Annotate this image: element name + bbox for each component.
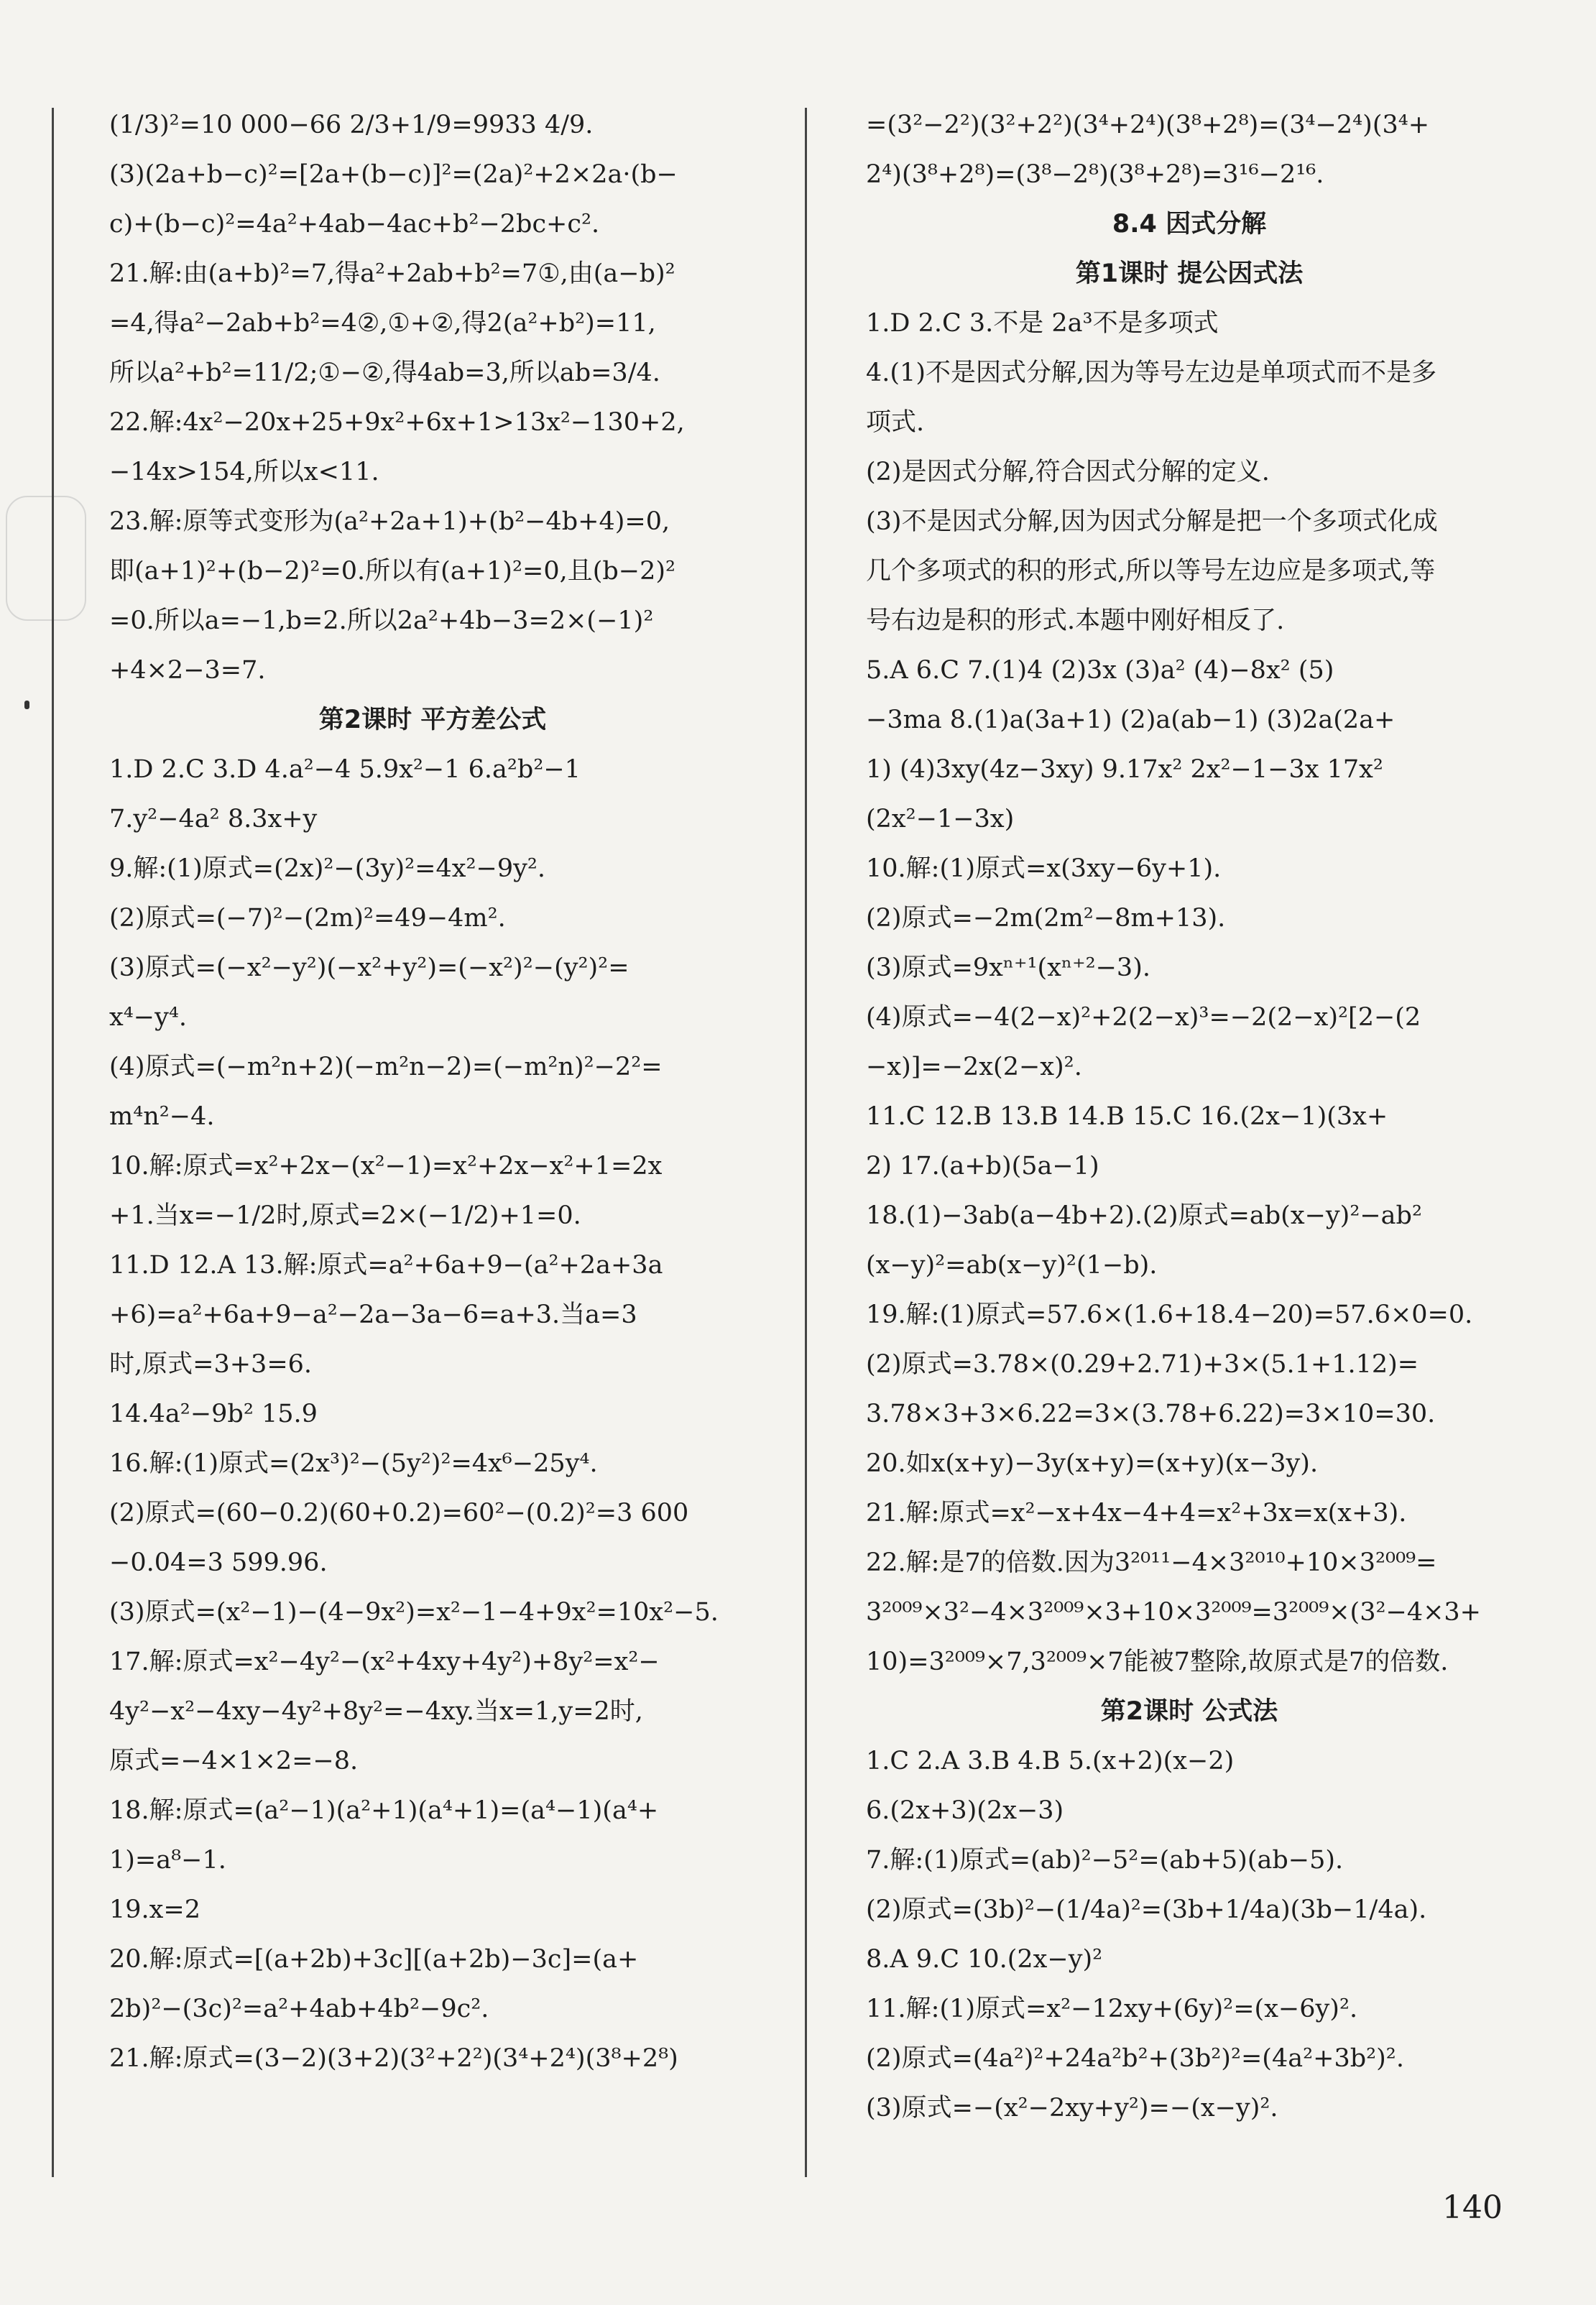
answer-line: +6)=a²+6a+9−a²−2a−3a−6=a+3.当a=3 [109,1301,637,1329]
answer-line: 17.解:原式=x²−4y²−(x²+4xy+4y²)+8y²=x²− [109,1648,660,1676]
answer-line: (4)原式=(−m²n+2)(−m²n−2)=(−m²n)²−2²= [109,1053,663,1081]
answer-line: 18.(1)−3ab(a−4b+2).(2)原式=ab(x−y)²−ab² [866,1201,1422,1230]
section-heading: 第1课时 提公因式法 [1075,259,1304,288]
answer-line: +1.当x=−1/2时,原式=2×(−1/2)+1=0. [109,1201,581,1230]
answer-line: +4×2−3=7. [109,656,266,685]
answer-line: 7.解:(1)原式=(ab)²−5²=(ab+5)(ab−5). [866,1846,1344,1875]
answer-line: 所以a²+b²=11/2;①−②,得4ab=3,所以ab=3/4. [109,359,660,387]
answer-line: −x)]=−2x(2−x)². [866,1053,1082,1081]
answer-line: x⁴−y⁴. [109,1003,188,1032]
answer-line: (2)原式=−2m(2m²−8m+13). [866,904,1226,933]
answer-line: 22.解:4x²−20x+25+9x²+6x+1>13x²−130+2, [109,408,685,437]
answer-line: 号右边是积的形式.本题中刚好相反了. [866,606,1285,635]
left-margin-rule [52,108,54,2177]
answer-line: 4y²−x²−4xy−4y²+8y²=−4xy.当x=1,y=2时, [109,1697,643,1726]
answer-line: (2)原式=(60−0.2)(60+0.2)=60²−(0.2)²=3 600 [109,1499,689,1528]
answer-line: −14x>154,所以x<11. [109,458,379,486]
answer-line: 4.(1)不是因式分解,因为等号左边是单项式而不是多 [866,359,1437,387]
answer-line: (3)不是因式分解,因为因式分解是把一个多项式化成 [866,507,1438,536]
answer-line: (2)原式=3.78×(0.29+2.71)+3×(5.1+1.12)= [866,1350,1419,1379]
answer-line: (3)原式=(−x²−y²)(−x²+y²)=(−x²)²−(y²)²= [109,953,629,982]
answer-line: 11.C 12.B 13.B 14.B 15.C 16.(2x−1)(3x+ [866,1102,1388,1131]
answer-line: m⁴n²−4. [109,1102,215,1131]
answer-line: 10.解:(1)原式=x(3xy−6y+1). [866,854,1222,883]
page-number: 140 [1442,2189,1503,2226]
answer-line: −3ma 8.(1)a(3a+1) (2)a(ab−1) (3)2a(2a+ [866,706,1396,734]
answer-line: 20.如x(x+y)−3y(x+y)=(x+y)(x−3y). [866,1449,1319,1478]
answer-line: (1/3)²=10 000−66 2/3+1/9=9933 4/9. [109,111,594,139]
answer-line: (2)原式=(3b)²−(1/4a)²=(3b+1/4a)(3b−1/4a). [866,1895,1427,1924]
answer-line: 2b)²−(3c)²=a²+4ab+4b²−9c². [109,1995,489,2023]
answer-line: 23.解:原等式变形为(a²+2a+1)+(b²−4b+4)=0, [109,507,670,536]
answer-line: 14.4a²−9b² 15.9 [109,1400,318,1428]
answer-line: 6.(2x+3)(2x−3) [866,1796,1064,1825]
section-heading: 8.4 因式分解 [1112,210,1267,239]
answer-line: 1) (4)3xy(4z−3xy) 9.17x² 2x²−1−3x 17x² [866,755,1383,784]
answer-line: 原式=−4×1×2=−8. [109,1747,359,1775]
answer-line: 5.A 6.C 7.(1)4 (2)3x (3)a² (4)−8x² (5) [866,656,1334,685]
answer-line: −0.04=3 599.96. [109,1548,328,1577]
answer-line: (3)(2a+b−c)²=[2a+(b−c)]²=(2a)²+2×2a·(b− [109,160,678,189]
answer-line: (3)原式=−(x²−2xy+y²)=−(x−y)². [866,2094,1278,2122]
column-divider [805,108,807,2177]
answer-line: 20.解:原式=[(a+2b)+3c][(a+2b)−3c]=(a+ [109,1945,639,1974]
answer-line: 19.解:(1)原式=57.6×(1.6+18.4−20)=57.6×0=0. [866,1301,1473,1329]
answer-line: 几个多项式的积的形式,所以等号左边应是多项式,等 [866,557,1436,586]
answer-line: c)+(b−c)²=4a²+4ab−4ac+b²−2bc+c². [109,210,600,239]
answer-line: (2)原式=(4a²)²+24a²b²+(3b²)²=(4a²+3b²)². [866,2044,1404,2073]
answer-line: (3)原式=9xⁿ⁺¹(xⁿ⁺²−3). [866,953,1150,982]
answer-line: 1.D 2.C 3.不是 2a³不是多项式 [866,309,1219,338]
answer-line: 1)=a⁸−1. [109,1846,226,1875]
answer-line: 10)=3²⁰⁰⁹×7,3²⁰⁰⁹×7能被7整除,故原式是7的倍数. [866,1648,1449,1676]
answer-line: 时,原式=3+3=6. [109,1350,313,1379]
answer-line: 11.解:(1)原式=x²−12xy+(6y)²=(x−6y)². [866,1995,1358,2023]
answer-line: 22.解:是7的倍数.因为3²⁰¹¹−4×3²⁰¹⁰+10×3²⁰⁰⁹= [866,1548,1437,1577]
answer-line: 2) 17.(a+b)(5a−1) [866,1152,1099,1181]
answer-line: 即(a+1)²+(b−2)²=0.所以有(a+1)²=0,且(b−2)² [109,557,676,586]
answer-line: 1.C 2.A 3.B 4.B 5.(x+2)(x−2) [866,1747,1235,1775]
answer-line: (x−y)²=ab(x−y)²(1−b). [866,1251,1158,1280]
answer-line: (2)原式=(−7)²−(2m)²=49−4m². [109,904,506,933]
answer-line: 21.解:原式=(3−2)(3+2)(3²+2²)(3⁴+2⁴)(3⁸+2⁸) [109,2044,678,2073]
answer-line: 3.78×3+3×6.22=3×(3.78+6.22)=3×10=30. [866,1400,1436,1428]
answer-line: 7.y²−4a² 8.3x+y [109,805,318,833]
answer-line: 9.解:(1)原式=(2x)²−(3y)²=4x²−9y². [109,854,546,883]
answer-line: 18.解:原式=(a²−1)(a²+1)(a⁴+1)=(a⁴−1)(a⁴+ [109,1796,659,1825]
answer-line: (3)原式=(x²−1)−(4−9x²)=x²−1−4+9x²=10x²−5. [109,1598,719,1627]
answer-line: 21.解:原式=x²−x+4x−4+4=x²+3x=x(x+3). [866,1499,1407,1528]
answer-line: 11.D 12.A 13.解:原式=a²+6a+9−(a²+2a+3a [109,1251,663,1280]
answer-line: =0.所以a=−1,b=2.所以2a²+4b−3=2×(−1)² [109,606,654,635]
homework-stamp-watermark [6,496,86,621]
answer-line: =4,得a²−2ab+b²=4②,①+②,得2(a²+b²)=11, [109,309,656,338]
margin-dot [24,701,29,709]
answer-line: 10.解:原式=x²+2x−(x²−1)=x²+2x−x²+1=2x [109,1152,663,1181]
answer-line: (2x²−1−3x) [866,805,1015,833]
answer-line: =(3²−2²)(3²+2²)(3⁴+2⁴)(3⁸+2⁸)=(3⁴−2⁴)(3⁴+ [866,111,1430,139]
answer-line: 3²⁰⁰⁹×3²−4×3²⁰⁰⁹×3+10×3²⁰⁰⁹=3²⁰⁰⁹×(3²−4×3+ [866,1598,1482,1627]
answer-line: 1.D 2.C 3.D 4.a²−4 5.9x²−1 6.a²b²−1 [109,755,581,784]
section-heading: 第2课时 平方差公式 [318,706,547,734]
answer-line: 16.解:(1)原式=(2x³)²−(5y²)²=4x⁶−25y⁴. [109,1449,598,1478]
section-heading: 第2课时 公式法 [1100,1697,1278,1726]
answer-line: 2⁴)(3⁸+2⁸)=(3⁸−2⁸)(3⁸+2⁸)=3¹⁶−2¹⁶. [866,160,1324,189]
left-column [109,101,756,2084]
answer-line: 21.解:由(a+b)²=7,得a²+2ab+b²=7①,由(a−b)² [109,259,675,288]
answer-line: (4)原式=−4(2−x)²+2(2−x)³=−2(2−x)²[2−(2 [866,1003,1421,1032]
answer-line: 8.A 9.C 10.(2x−y)² [866,1945,1103,1974]
right-column [866,101,1513,2133]
answer-line: 项式. [866,408,925,437]
answer-line: 19.x=2 [109,1895,200,1924]
answer-line: (2)是因式分解,符合因式分解的定义. [866,458,1270,486]
